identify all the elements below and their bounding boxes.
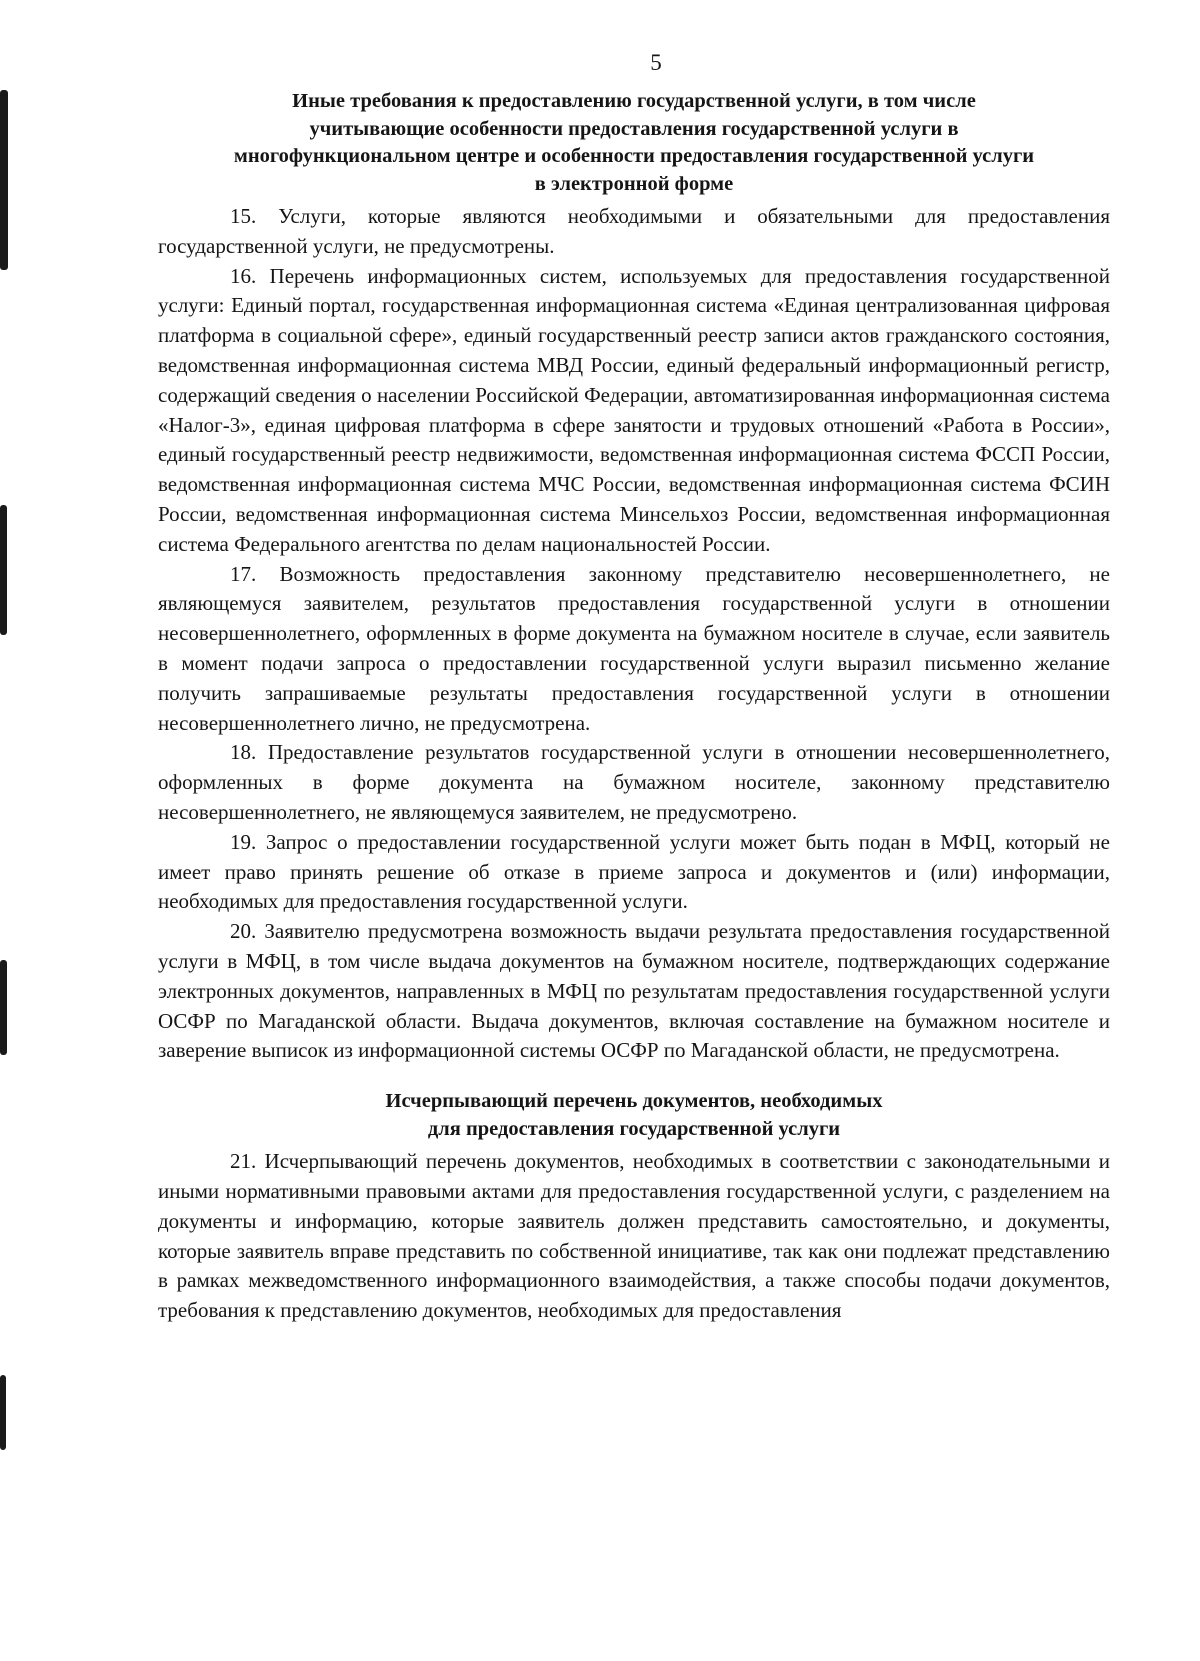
heading-line: учитывающие особенности предоставления государственной услуги в [309,117,959,140]
heading-line: в электронной форме [534,172,734,195]
paragraph-16: 16. Перечень информационных систем, используемых для предоставления государственной услуги: Единый портал, государственная информационная система «Единая централизованная цифровая платформа в социальной сфере», единый государственный реестр записи актов гражданского состояния, ведомственная информационная система МВД России, единый федеральный информационный регистр, содержащий сведения о населении Российской Федерации, автоматизированная информационная система «Налог-3», единая цифровая платформа в сфере занятости и трудовых отношений «Работа в России», единый государственный реестр недвижимости, ведомственная информационная система ФССП России, ведомственная информационная система МЧС России, ведомственная информационная система ФСИН России, ведомственная информационная система Минсельхоз России, ведомственная информационная система Федерального агентства по делам национальностей России. [158,263,1110,556]
heading-line: многофункциональном центре и особенности предоставления государственной услуги [233,145,1035,167]
heading-line: Исчерпывающий перечень документов, необходимых [385,1090,883,1113]
section-heading-document-list [158,1088,1110,1143]
scan-edge-mark [0,505,7,635]
paragraph-20: 20. Заявителю предусмотрена возможность выдачи результата предоставления государственной услуги в МФЦ, в том числе выдача документов на бумажном носителе, подтверждающих содержание электронных документов, направленных в МФЦ по результатам предоставления государственной услуги ОСФР по Магаданской области. Выдача документов, включая составление на бумажном носителе и заверение выписок из информационной системы ОСФР по Магаданской области, не предусмотрена. [158,919,1110,1063]
document-page [158,50,1110,1326]
section-heading-other-requirements [158,88,1110,198]
paragraph-17: 17. Возможность предоставления законному представителю несовершеннолетнего, не являющемуся заявителем, результатов предоставления государственной услуги в отношении несовершеннолетнего, оформленных в форме документа на бумажном носителе в случае, если заявитель в момент подачи запроса о предоставлении государственной услуги выразил письменно желание получить запрашиваемые результаты предоставления государственной услуги в отношении несовершеннолетнего лично, не предусмотрена. [158,561,1110,735]
page-number: 5 [650,50,662,75]
heading-line: для предоставления государственной услуги [427,1117,841,1140]
paragraph-21: 21. Исчерпывающий перечень документов, необходимых в соответствии с законодательными и иными нормативными правовыми актами для предоставления государственной услуги, с разделением на документы и информацию, которые заявитель должен представить самостоятельно, и документы, которые заявитель вправе представить по собственной инициативе, так как они подлежат представлению в рамках межведомственного информационного взаимодействия, а также способы подачи документов, требования к представлению документов, необходимых для предоставления [158,1149,1110,1323]
section-spacer [158,1066,1110,1088]
paragraph-18: 18. Предоставление результатов государственной услуги в отношении несовершеннолетнего, оформленных в форме документа на бумажном носителе, законному представителю несовершеннолетнего, не являющемуся заявителем, не предусмотрено. [158,740,1110,824]
scan-edge-mark [0,960,7,1055]
scan-edge-mark [0,1375,6,1450]
paragraph-19: 19. Запрос о предоставлении государственной услуги может быть подан в МФЦ, который не имеет право принять решение об отказе в приеме запроса и документов и (или) информации, необходимых для предоставления государственной услуги. [158,829,1110,914]
heading-line: Иные требования к предоставлению государственной услуги, в том числе [292,90,976,112]
paragraph-15: 15. Услуги, которые являются необходимыми и обязательными для предоставления государственной услуги, не предусмотрены. [158,204,1110,258]
scan-edge-mark [0,90,8,270]
